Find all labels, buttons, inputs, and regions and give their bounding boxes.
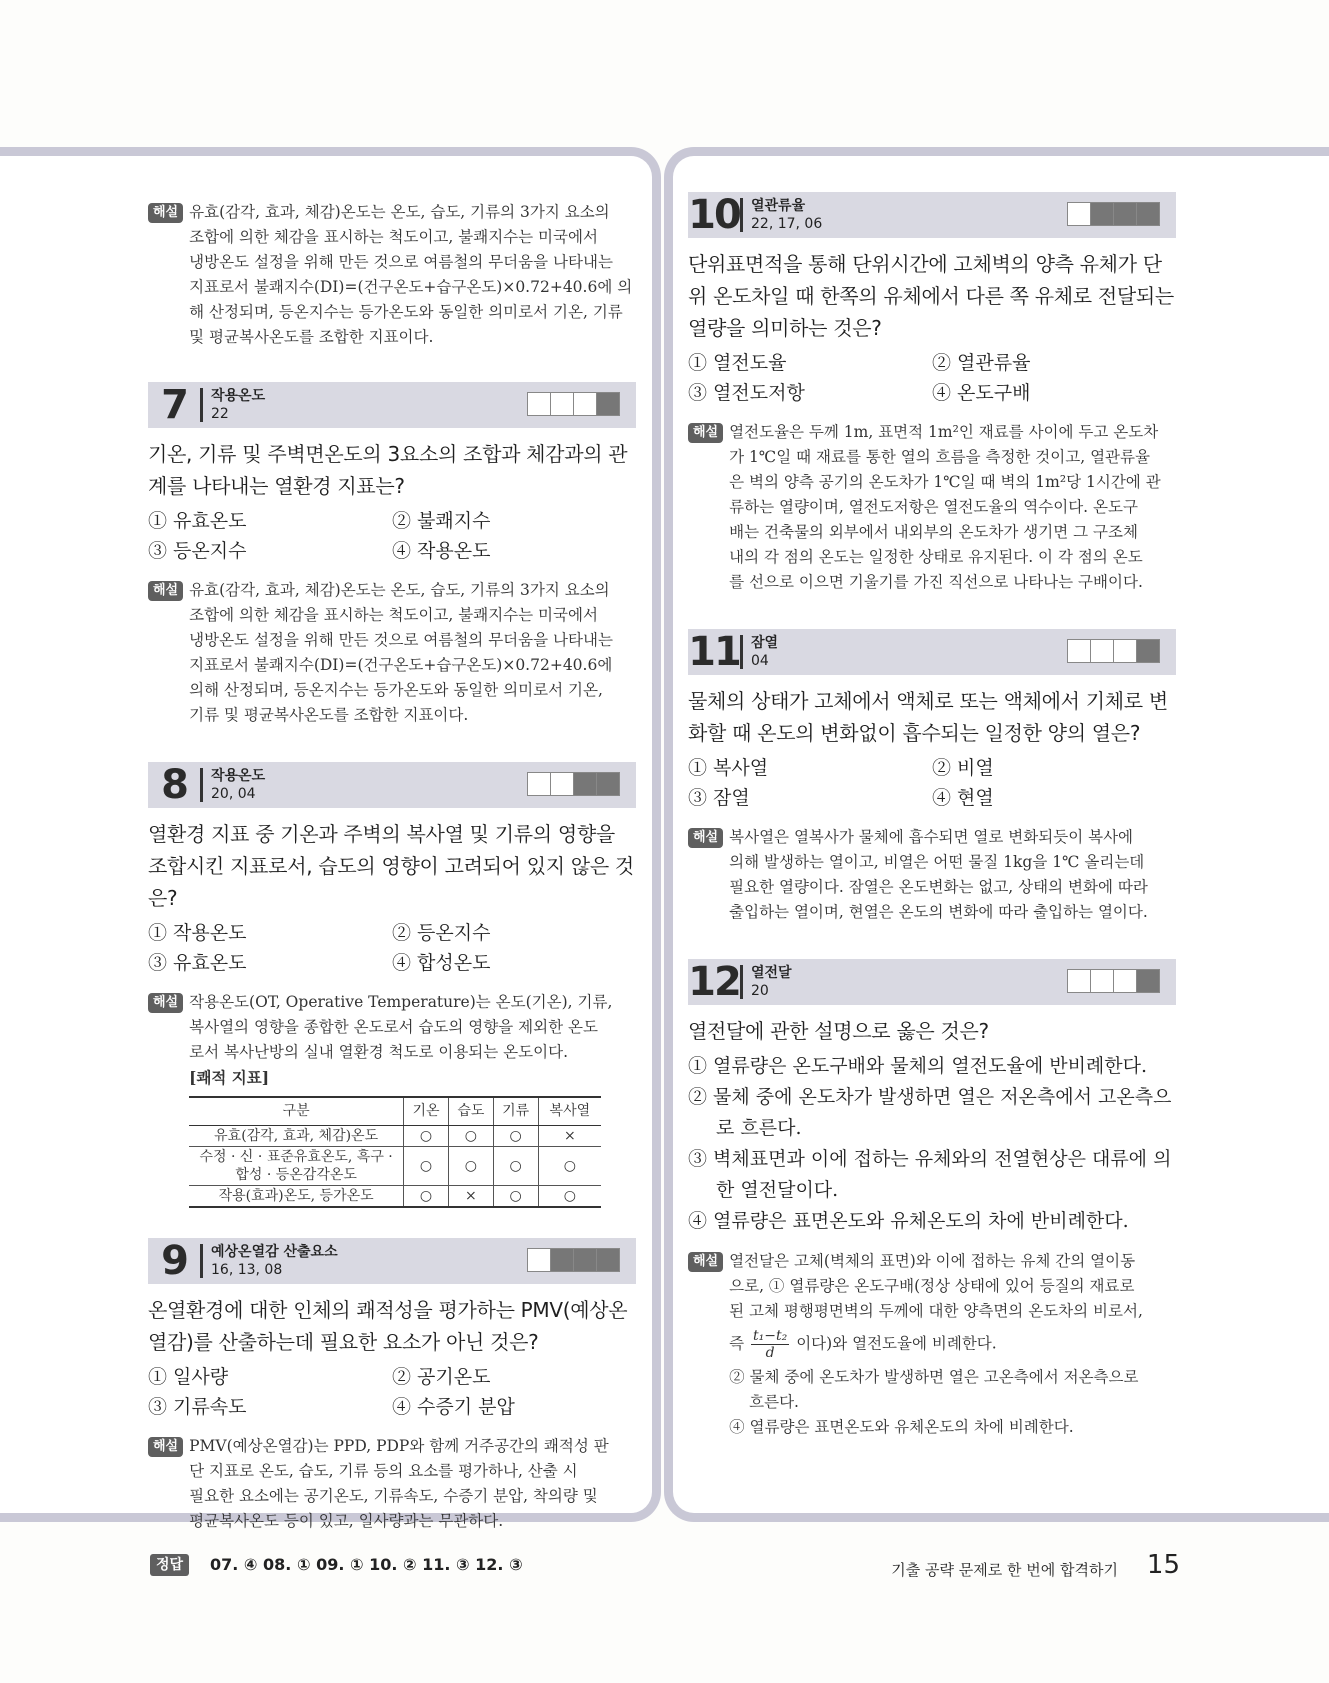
option[interactable]: ④ 합성온도 [392, 952, 491, 974]
explanation-line: 를 선으로 이으면 기울기를 가진 직선으로 나타나는 구배이다. [729, 573, 1143, 591]
question-number: 7 [161, 382, 187, 428]
explanation-line: 단 지표로 온도, 습도, 기류 등의 요소를 평가하나, 산출 시 [189, 1462, 578, 1480]
question-12-header [688, 959, 1176, 1005]
explanation-line: 기류 및 평균복사온도를 조합한 지표이다. [189, 706, 469, 724]
table-cell: ○ [538, 1186, 601, 1208]
divider [740, 198, 743, 232]
options [148, 506, 636, 566]
table-header: 기류 [493, 1097, 538, 1126]
option[interactable]: ③ 벽체표면과 이에 접하는 유체와의 전열현상은 대류에 의한 열전달이다. [688, 1148, 1172, 1201]
question-number: 11 [688, 629, 740, 675]
question-text: 기온, 기류 및 주벽면온도의 3요소의 조합과 체감과의 관계를 나타내는 열환경 지표는? [148, 442, 628, 498]
difficulty-indicator [1067, 202, 1160, 226]
question-11-header [688, 629, 1176, 675]
table-cell: × [448, 1186, 493, 1208]
option[interactable]: ④ 작용온도 [392, 540, 491, 562]
explanation-line: 의해 산정되며, 등온지수는 등가온도와 동일한 의미로서 기온, [189, 681, 603, 699]
page-footer [150, 1550, 1180, 1590]
difficulty-indicator [527, 392, 620, 416]
explanation-line: 평균복사온도 등이 있고, 일사량과는 무관하다. [189, 1512, 504, 1530]
question-topic: 예상온열감 산출요소 [211, 1244, 338, 1260]
question-topic: 잠열 [751, 635, 779, 651]
options [688, 1051, 1176, 1237]
explanation-line: 내의 각 점의 온도는 일정한 상태로 유지된다. 이 각 점의 온도 [729, 548, 1143, 566]
explanation-line: 작용온도(OT, Operative Temperature)는 온도(기온), 기류, [189, 993, 613, 1011]
explanation-q12 [688, 1249, 1176, 1440]
question-years: 22 [211, 406, 229, 422]
right-column [688, 192, 1176, 1440]
table-header: 구분 [189, 1097, 404, 1126]
explanation-line: 열전달은 고체(벽체의 표면)와 이에 접하는 유체 간의 열이동 [729, 1252, 1136, 1270]
option[interactable]: ② 공기온도 [392, 1366, 491, 1388]
explanation-line: 냉방온도 설정을 위해 만든 것으로 여름철의 무더움을 나타내는 [189, 253, 613, 271]
question-7-header [148, 382, 636, 428]
table-caption: [쾌적 지표] [189, 1068, 270, 1087]
question-number: 9 [161, 1238, 187, 1284]
explanation-badge: 해설 [688, 828, 723, 848]
table-cell: ○ [493, 1186, 538, 1208]
explanation-line: 복사열은 열복사가 물체에 흡수되면 열로 변화되듯이 복사에 [729, 828, 1134, 846]
explanation-line: 로서 복사난방의 실내 열환경 척도로 이용되는 온도이다. [189, 1043, 568, 1061]
question-topic: 작용온도 [211, 768, 266, 784]
option[interactable]: ② 열관류율 [932, 352, 1031, 374]
table-cell: ○ [448, 1126, 493, 1147]
option[interactable]: ② 비열 [932, 757, 994, 779]
explanation-line: 출입하는 열이며, 현열은 온도의 변화에 따라 출입하는 열이다. [729, 903, 1148, 921]
divider [200, 768, 203, 802]
table-header: 복사열 [538, 1097, 601, 1126]
question-years: 20, 04 [211, 786, 256, 802]
option[interactable]: ③ 등온지수 [148, 540, 247, 562]
explanation-line: 지표로서 불쾌지수(DI)=(건구온도+습구온도)×0.72+40.6에 의 [189, 278, 633, 296]
table-cell: 작용(효과)온도, 등가온도 [189, 1186, 404, 1208]
option[interactable]: ④ 현열 [932, 787, 994, 809]
explanation-line: 복사열의 영향을 종합한 온도로서 습도의 영향을 제외한 온도 [189, 1018, 598, 1036]
question-text: 열환경 지표 중 기온과 주벽의 복사열 및 기류의 영향을 조합시킨 지표로서, 습도의 영향이 고려되어 있지 않은 것은? [148, 822, 634, 910]
explanation-line: 흐른다. [749, 1393, 799, 1411]
table-cell: ○ [493, 1126, 538, 1147]
option[interactable]: ④ 수증기 분압 [392, 1396, 515, 1418]
options [148, 918, 636, 978]
table-header-row [189, 1097, 601, 1126]
question-years: 22, 17, 06 [751, 216, 823, 232]
question-topic: 작용온도 [211, 388, 266, 404]
option[interactable]: ① 유효온도 [148, 510, 247, 532]
question-years: 04 [751, 653, 769, 669]
explanation-line: 의해 발생하는 열이고, 비열은 어떤 물질 1kg을 1℃ 올리는데 [729, 853, 1145, 871]
table-cell: ○ [493, 1147, 538, 1186]
comfort-index-table [189, 1096, 601, 1208]
option[interactable]: ① 복사열 [688, 757, 769, 779]
table-cell: × [538, 1126, 601, 1147]
formula-suffix: 이다)와 열전도율에 비례한다. [796, 1334, 997, 1353]
divider [200, 388, 203, 422]
explanation-line: 조합에 의한 체감을 표시하는 척도이고, 불쾌지수는 미국에서 [189, 228, 598, 246]
table-row [189, 1186, 601, 1208]
page-number: 15 [1146, 1550, 1180, 1580]
option[interactable]: ③ 기류속도 [148, 1396, 247, 1418]
table-cell: 수정 · 신 · 표준유효온도, 흑구 · 합성 · 등온감각온도 [189, 1147, 404, 1186]
difficulty-indicator [527, 772, 620, 796]
explanation-badge: 해설 [148, 993, 183, 1013]
explanation-line: 가 1℃일 때 재료를 통한 열의 흐름을 측정한 것이고, 열관류율 [729, 448, 1150, 466]
explanation-q8 [148, 990, 636, 1208]
formula-denominator: d [765, 1345, 775, 1361]
explanation-line: 필요한 요소에는 공기온도, 기류속도, 수증기 분압, 착의량 및 [189, 1487, 598, 1505]
explanation-line: 조합에 의한 체감을 표시하는 척도이고, 불쾌지수는 미국에서 [189, 606, 598, 624]
question-text: 물체의 상태가 고체에서 액체로 또는 액체에서 기체로 변화할 때 온도의 변화없이 흡수되는 일정한 양의 열은? [688, 689, 1168, 745]
table-cell: ○ [538, 1147, 601, 1186]
divider [740, 635, 743, 669]
answer-badge: 정답 [150, 1554, 189, 1576]
question-years: 20 [751, 983, 769, 999]
explanation-badge: 해설 [148, 581, 183, 601]
options [148, 1362, 636, 1422]
question-topic: 열전달 [751, 965, 792, 981]
explanation-q10 [688, 420, 1176, 595]
question-text: 온열환경에 대한 인체의 쾌적성을 평가하는 PMV(예상온열감)를 산출하는데 필요한 요소가 아닌 것은? [148, 1298, 628, 1354]
option[interactable]: ④ 열류량은 표면온도와 유체온도의 차에 반비례한다. [688, 1210, 1129, 1232]
explanation-line: 배는 건축물의 외부에서 내외부의 온도차가 생기면 그 구조체 [729, 523, 1138, 541]
book-title: 기출 공략 문제로 한 번에 합격하기 [891, 1561, 1118, 1579]
explanation-line: 유효(감각, 효과, 체감)온도는 온도, 습도, 기류의 3가지 요소의 [189, 203, 610, 221]
question-9-header [148, 1238, 636, 1284]
question-number: 8 [161, 762, 187, 808]
explanation-intro [148, 200, 636, 350]
formula-line [729, 1328, 1176, 1361]
explanation-line: 필요한 열량이다. 잠열은 온도변화는 없고, 상태의 변화에 따라 [729, 878, 1148, 896]
explanation-line: 열전도율은 두께 1m, 표면적 1m²인 재료를 사이에 두고 온도차 [729, 423, 1159, 441]
explanation-q11 [688, 825, 1176, 925]
option[interactable]: ③ 잠열 [688, 787, 750, 809]
option[interactable]: ① 일사량 [148, 1366, 229, 1388]
question-number: 10 [688, 192, 740, 238]
explanation-line: 및 평균복사온도를 조합한 지표이다. [189, 328, 434, 346]
question-number: 12 [688, 959, 740, 1005]
explanation-line: 으로, ① 열류량은 온도구배(정상 상태에 있어 등질의 재료로 [729, 1277, 1135, 1295]
option[interactable]: ① 열전도율 [688, 352, 787, 374]
explanation-q9 [148, 1434, 636, 1534]
option[interactable]: ④ 온도구배 [932, 382, 1031, 404]
option[interactable]: ② 불쾌지수 [392, 510, 491, 532]
options [688, 348, 1176, 408]
option[interactable]: ① 열류량은 온도구배와 물체의 열전도율에 반비례한다. [688, 1055, 1148, 1077]
explanation-line: 류하는 열량이며, 열전도저항은 열전도율의 역수이다. 온도구 [729, 498, 1138, 516]
formula-numerator: t₁−t₂ [753, 1328, 788, 1344]
explanation-badge: 해설 [688, 1252, 723, 1272]
explanation-line: ② 물체 중에 온도차가 발생하면 열은 고온측에서 저온측으로 [729, 1368, 1139, 1386]
table-row [189, 1126, 601, 1147]
table-header: 기온 [404, 1097, 449, 1126]
table-row [189, 1147, 601, 1186]
explanation-line: 지표로서 불쾌지수(DI)=(건구온도+습구온도)×0.72+40.6에 [189, 656, 613, 674]
table-header: 습도 [448, 1097, 493, 1126]
table-cell: 유효(감각, 효과, 체감)온도 [189, 1126, 404, 1147]
left-column [148, 200, 636, 1534]
explanation-line: PMV(예상온열감)는 PPD, PDP와 함께 거주공간의 쾌적성 판 [189, 1437, 609, 1455]
difficulty-indicator [1067, 639, 1160, 663]
table-cell: ○ [404, 1126, 449, 1147]
question-years: 16, 13, 08 [211, 1262, 283, 1278]
option[interactable]: ② 등온지수 [392, 922, 491, 944]
explanation-badge: 해설 [148, 203, 183, 223]
divider [200, 1244, 203, 1278]
question-10-header [688, 192, 1176, 238]
explanation-line: 된 고체 평행평면벽의 두께에 대한 양측면의 온도차의 비로서, [729, 1302, 1143, 1320]
question-topic: 열관류율 [751, 198, 806, 214]
explanation-line: 해 산정되며, 등온지수는 등가온도와 동일한 의미로서 기온, 기류 [189, 303, 623, 321]
difficulty-indicator [527, 1248, 620, 1272]
explanation-line: 냉방온도 설정을 위해 만든 것으로 여름철의 무더움을 나타내는 [189, 631, 613, 649]
option[interactable]: ③ 유효온도 [148, 952, 247, 974]
question-text: 열전달에 관한 설명으로 옳은 것은? [688, 1019, 989, 1043]
explanation-q7 [148, 578, 636, 728]
table-cell: ○ [448, 1147, 493, 1186]
formula-fraction [751, 1328, 789, 1361]
formula-prefix: 즉 [729, 1334, 745, 1353]
divider [740, 965, 743, 999]
table-cell: ○ [404, 1186, 449, 1208]
options [688, 753, 1176, 813]
explanation-badge: 해설 [148, 1437, 183, 1457]
explanation-badge: 해설 [688, 423, 723, 443]
explanation-line: 유효(감각, 효과, 체감)온도는 온도, 습도, 기류의 3가지 요소의 [189, 581, 610, 599]
explanation-line: 은 벽의 양측 공기의 온도차가 1℃일 때 벽의 1m²당 1시간에 관 [729, 473, 1161, 491]
option[interactable]: ③ 열전도저항 [688, 382, 805, 404]
option[interactable]: ① 작용온도 [148, 922, 247, 944]
question-text: 단위표면적을 통해 단위시간에 고체벽의 양측 유체가 단위 온도차일 때 한쪽의 유체에서 다른 쪽 유체로 전달되는 열량을 의미하는 것은? [688, 252, 1174, 340]
explanation-line: ④ 열류량은 표면온도와 유체온도의 차에 비례한다. [729, 1418, 1074, 1436]
table-cell: ○ [404, 1147, 449, 1186]
difficulty-indicator [1067, 969, 1160, 993]
question-8-header [148, 762, 636, 808]
option[interactable]: ② 물체 중에 온도차가 발생하면 열은 저온측에서 고온측으로 흐른다. [688, 1086, 1172, 1139]
answer-key: 07. ④ 08. ① 09. ① 10. ② 11. ③ 12. ③ [210, 1555, 523, 1574]
